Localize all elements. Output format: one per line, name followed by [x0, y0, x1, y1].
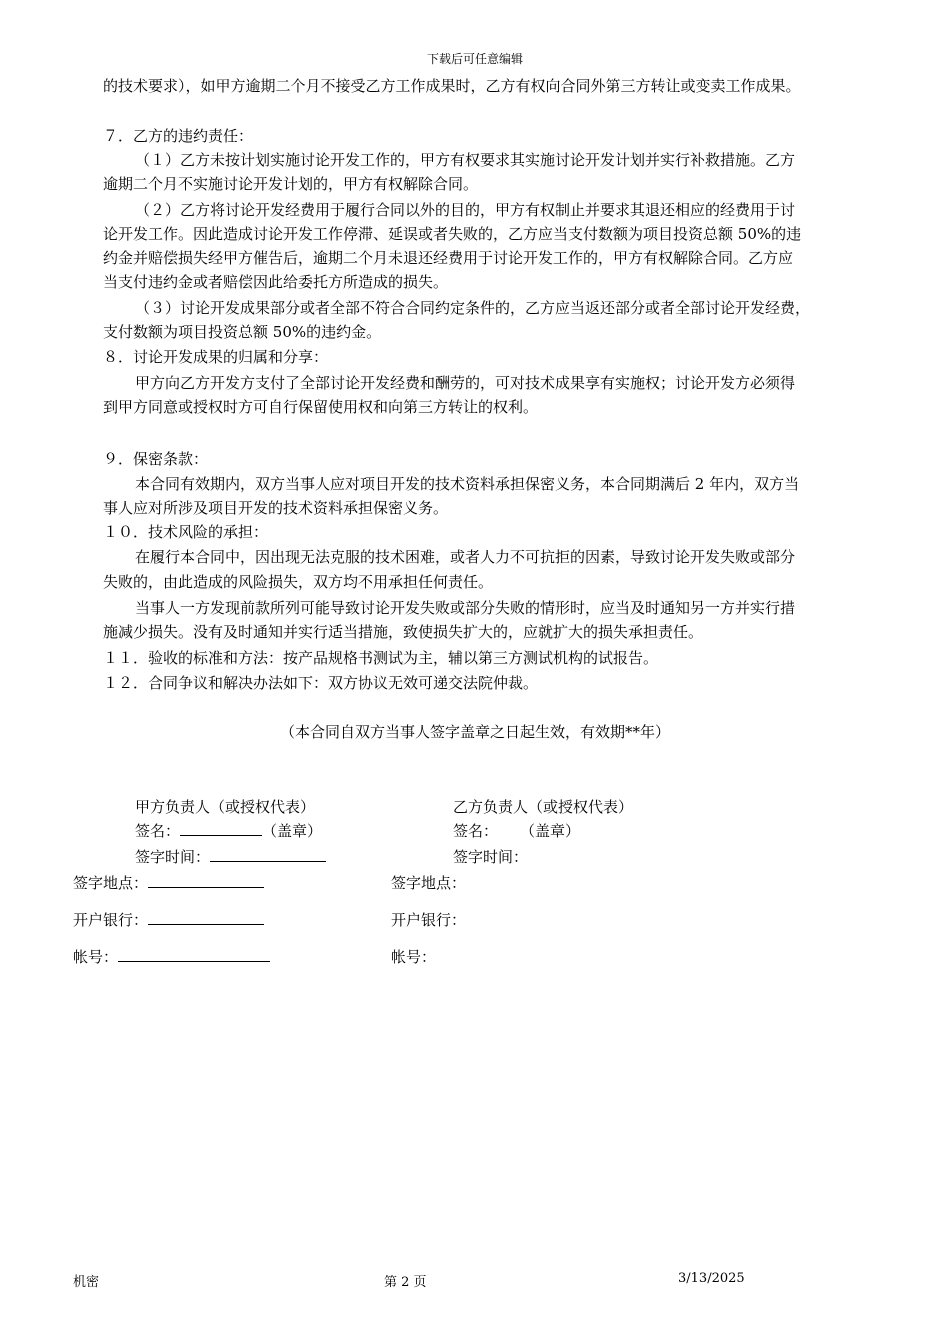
text-line: 失败的，由此造成的风险损失，双方均不用承担任何责任。	[103, 573, 494, 591]
effective-note: （本合同自双方当事人签字盖章之日起生效，有效期**年）	[279, 723, 670, 741]
footer-page-number: 第 2 页	[384, 1275, 427, 1290]
section-11-line: １１．验收的标准和方法：按产品规格书测试为主，辅以第三方测试机构的试报告。	[103, 649, 659, 667]
text-line: 论开发工作。因此造成讨论开发工作停滞、延误或者失败的，乙方应当支付数额为项目投资总额 50%的违	[103, 225, 802, 243]
party-a-time-row	[135, 845, 326, 869]
text-line: 当支付违约金或者赔偿因此给委托方所造成的损失。	[103, 273, 449, 291]
party-b-account-row	[391, 945, 436, 969]
text-line: 的技术要求），如甲方逾期二个月不接受乙方工作成果时，乙方有权向合同外第三方转让或变卖工作成果。	[103, 77, 801, 95]
party-a-place-row	[73, 871, 264, 895]
text-line: 事人应对所涉及项目开发的技术资料承担保密义务。	[103, 499, 449, 517]
party-a-sign-row	[135, 819, 322, 843]
sign-label: 签名：	[135, 822, 181, 840]
time-label: 签字时间：	[453, 848, 529, 866]
party-a-bank-field[interactable]	[148, 908, 264, 925]
section-7-heading: ７．乙方的违约责任：	[103, 127, 254, 145]
account-label: 帐号：	[73, 948, 119, 966]
party-a-sign-field[interactable]	[180, 819, 262, 836]
account-label: 帐号：	[391, 948, 437, 966]
section-12-line: １２．合同争议和解决办法如下：双方协议无效可递交法院仲裁。	[103, 674, 539, 692]
section-9-heading: ９．保密条款：	[103, 450, 209, 468]
page-header: 下载后可任意编辑	[426, 52, 523, 66]
party-b-sign-row	[453, 819, 580, 843]
time-label: 签字时间：	[135, 848, 211, 866]
party-b-bank-row	[391, 908, 466, 932]
sign-label: 签名：	[453, 822, 499, 840]
party-b-time-row	[453, 845, 528, 869]
text-line: 当事人一方发现前款所列可能导致讨论开发失败或部分失败的情形时，应当及时通知另一方并实行措	[135, 599, 796, 617]
section-8-heading: ８．讨论开发成果的归属和分享：	[103, 348, 329, 366]
text-line: 支付数额为项目投资总额 50%的违约金。	[103, 323, 382, 341]
party-b-title: 乙方负责人（或授权代表）	[453, 798, 634, 816]
seal-label: （盖章）	[262, 822, 323, 840]
place-label: 签字地点：	[391, 874, 467, 892]
party-a-title: 甲方负责人（或授权代表）	[135, 798, 316, 816]
party-a-time-field[interactable]	[210, 845, 326, 862]
text-line: 施减少损失。没有及时通知并实行适当措施，致使损失扩大的，应就扩大的损失承担责任。	[103, 623, 704, 641]
party-a-account-row	[73, 945, 270, 969]
footer-date: 3/13/2025	[678, 1271, 745, 1286]
footer-confidential: 机密	[73, 1275, 100, 1290]
text-line: 逾期二个月不实施讨论开发计划的，甲方有权解除合同。	[103, 175, 479, 193]
bank-label: 开户银行：	[73, 911, 149, 929]
party-a-bank-row	[73, 908, 264, 932]
party-a-account-field[interactable]	[118, 945, 270, 962]
party-b-place-row	[391, 871, 466, 895]
text-line: 到甲方同意或授权时方可自行保留使用权和向第三方转让的权利。	[103, 398, 539, 416]
text-line: （１）乙方未按计划实施讨论开发工作的，甲方有权要求其实施讨论开发计划并实行补救措施。乙方	[135, 151, 796, 169]
place-label: 签字地点：	[73, 874, 149, 892]
section-10-heading: １０．技术风险的承担：	[103, 523, 269, 541]
text-line: 甲方向乙方开发方支付了全部讨论开发经费和酬劳的，可对技术成果享有实施权；讨论开发方必须得	[135, 374, 796, 392]
seal-label: （盖章）	[520, 822, 581, 840]
party-a-place-field[interactable]	[148, 871, 264, 888]
text-line: 约金并赔偿损失经甲方催告后，逾期二个月未退还经费用于讨论开发工作的，甲方有权解除合同。乙方应	[103, 249, 794, 267]
text-line: 本合同有效期内，双方当事人应对项目开发的技术资料承担保密义务，本合同期满后 2 年内，双方当	[135, 475, 800, 493]
text-line: 在履行本合同中，因出现无法克服的技术困难，或者人力不可抗拒的因素，导致讨论开发失败或部分	[135, 548, 796, 566]
text-line: （２）乙方将讨论开发经费用于履行合同以外的目的，甲方有权制止并要求其退还相应的经费用于讨	[135, 201, 796, 219]
bank-label: 开户银行：	[391, 911, 467, 929]
text-line: （３）讨论开发成果部分或者全部不符合合同约定条件的，乙方应当返还部分或者全部讨论开发经费，	[135, 299, 811, 317]
